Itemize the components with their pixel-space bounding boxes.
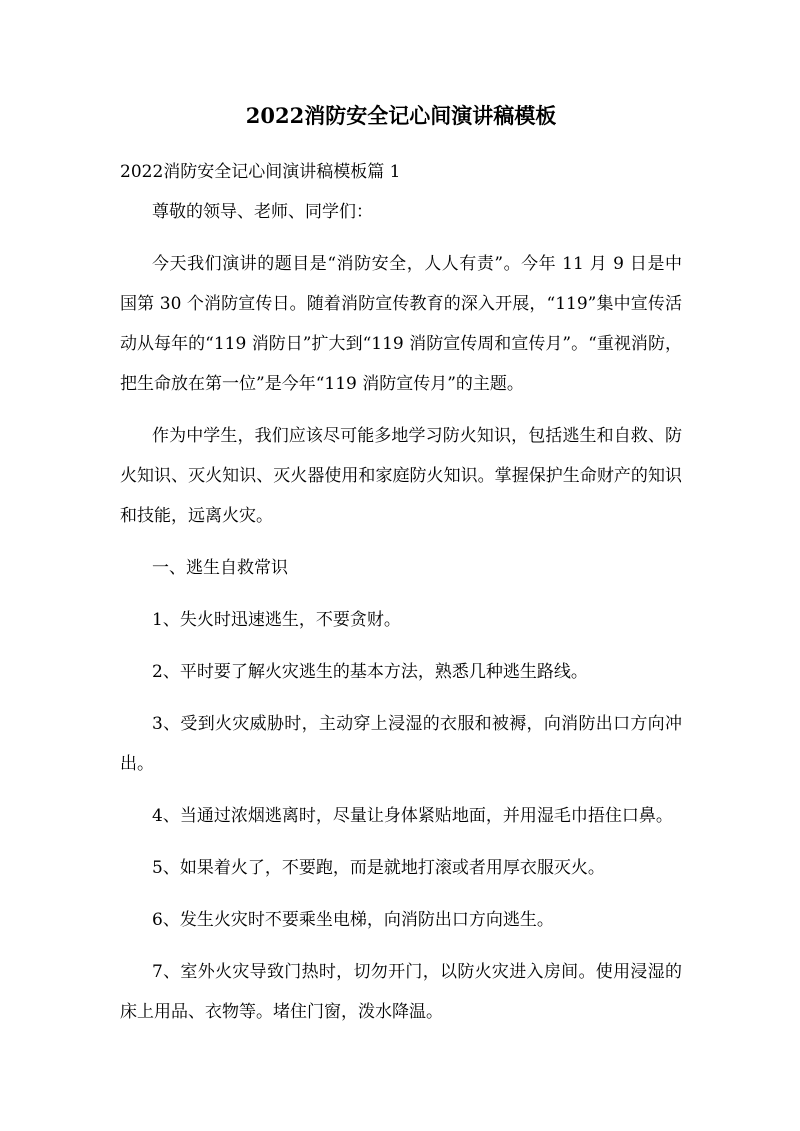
list-item: 4、当通过浓烟逃离时，尽量让身体紧贴地面，并用湿毛巾捂住口鼻。 xyxy=(152,806,673,826)
paragraph-greeting: 尊敬的领导、老师、同学们： xyxy=(152,202,373,222)
list-item: 7、室外火灾导致门热时，切勿开门，以防火灾进入房间。使用浸湿的床上用品、衣物等。堵住门窗，泼水降温。 xyxy=(120,962,682,1022)
list-item: 5、如果着火了，不要跑，而是就地打滚或者用厚衣服灭火。 xyxy=(152,858,605,878)
section-heading-escape: 一、逃生自救常识 xyxy=(152,558,288,578)
list-item: 3、受到火灾威胁时，主动穿上浸湿的衣服和被褥，向消防出口方向冲出。 xyxy=(120,714,682,774)
paragraph-intro: 今天我们演讲的题目是“消防安全，人人有责”。今年 11 月 9 日是中国第 30 个消防宣传日。随着消防宣传教育的深入开展，“119”集中宣传活动从每年的“119 消防日”扩大到“119 消防宣传周和宣传月”。“重视消防，把生命放在第一位”是今年“119 消防宣传月”的主题。 xyxy=(120,254,682,394)
document-title: 2022消防安全记心间演讲稿模板 xyxy=(245,103,557,128)
document-subtitle: 2022消防安全记心间演讲稿模板篇 1 xyxy=(120,162,401,182)
list-item: 1、失火时迅速逃生，不要贪财。 xyxy=(152,610,401,630)
list-item: 2、平时要了解火灾逃生的基本方法，熟悉几种逃生路线。 xyxy=(152,662,588,682)
list-item: 6、发生火灾时不要乘坐电梯，向消防出口方向逃生。 xyxy=(152,910,554,930)
paragraph-students: 作为中学生，我们应该尽可能多地学习防火知识，包括逃生和自救、防火知识、灭火知识、灭火器使用和家庭防火知识。掌握保护生命财产的知识和技能，远离火灾。 xyxy=(120,426,682,526)
